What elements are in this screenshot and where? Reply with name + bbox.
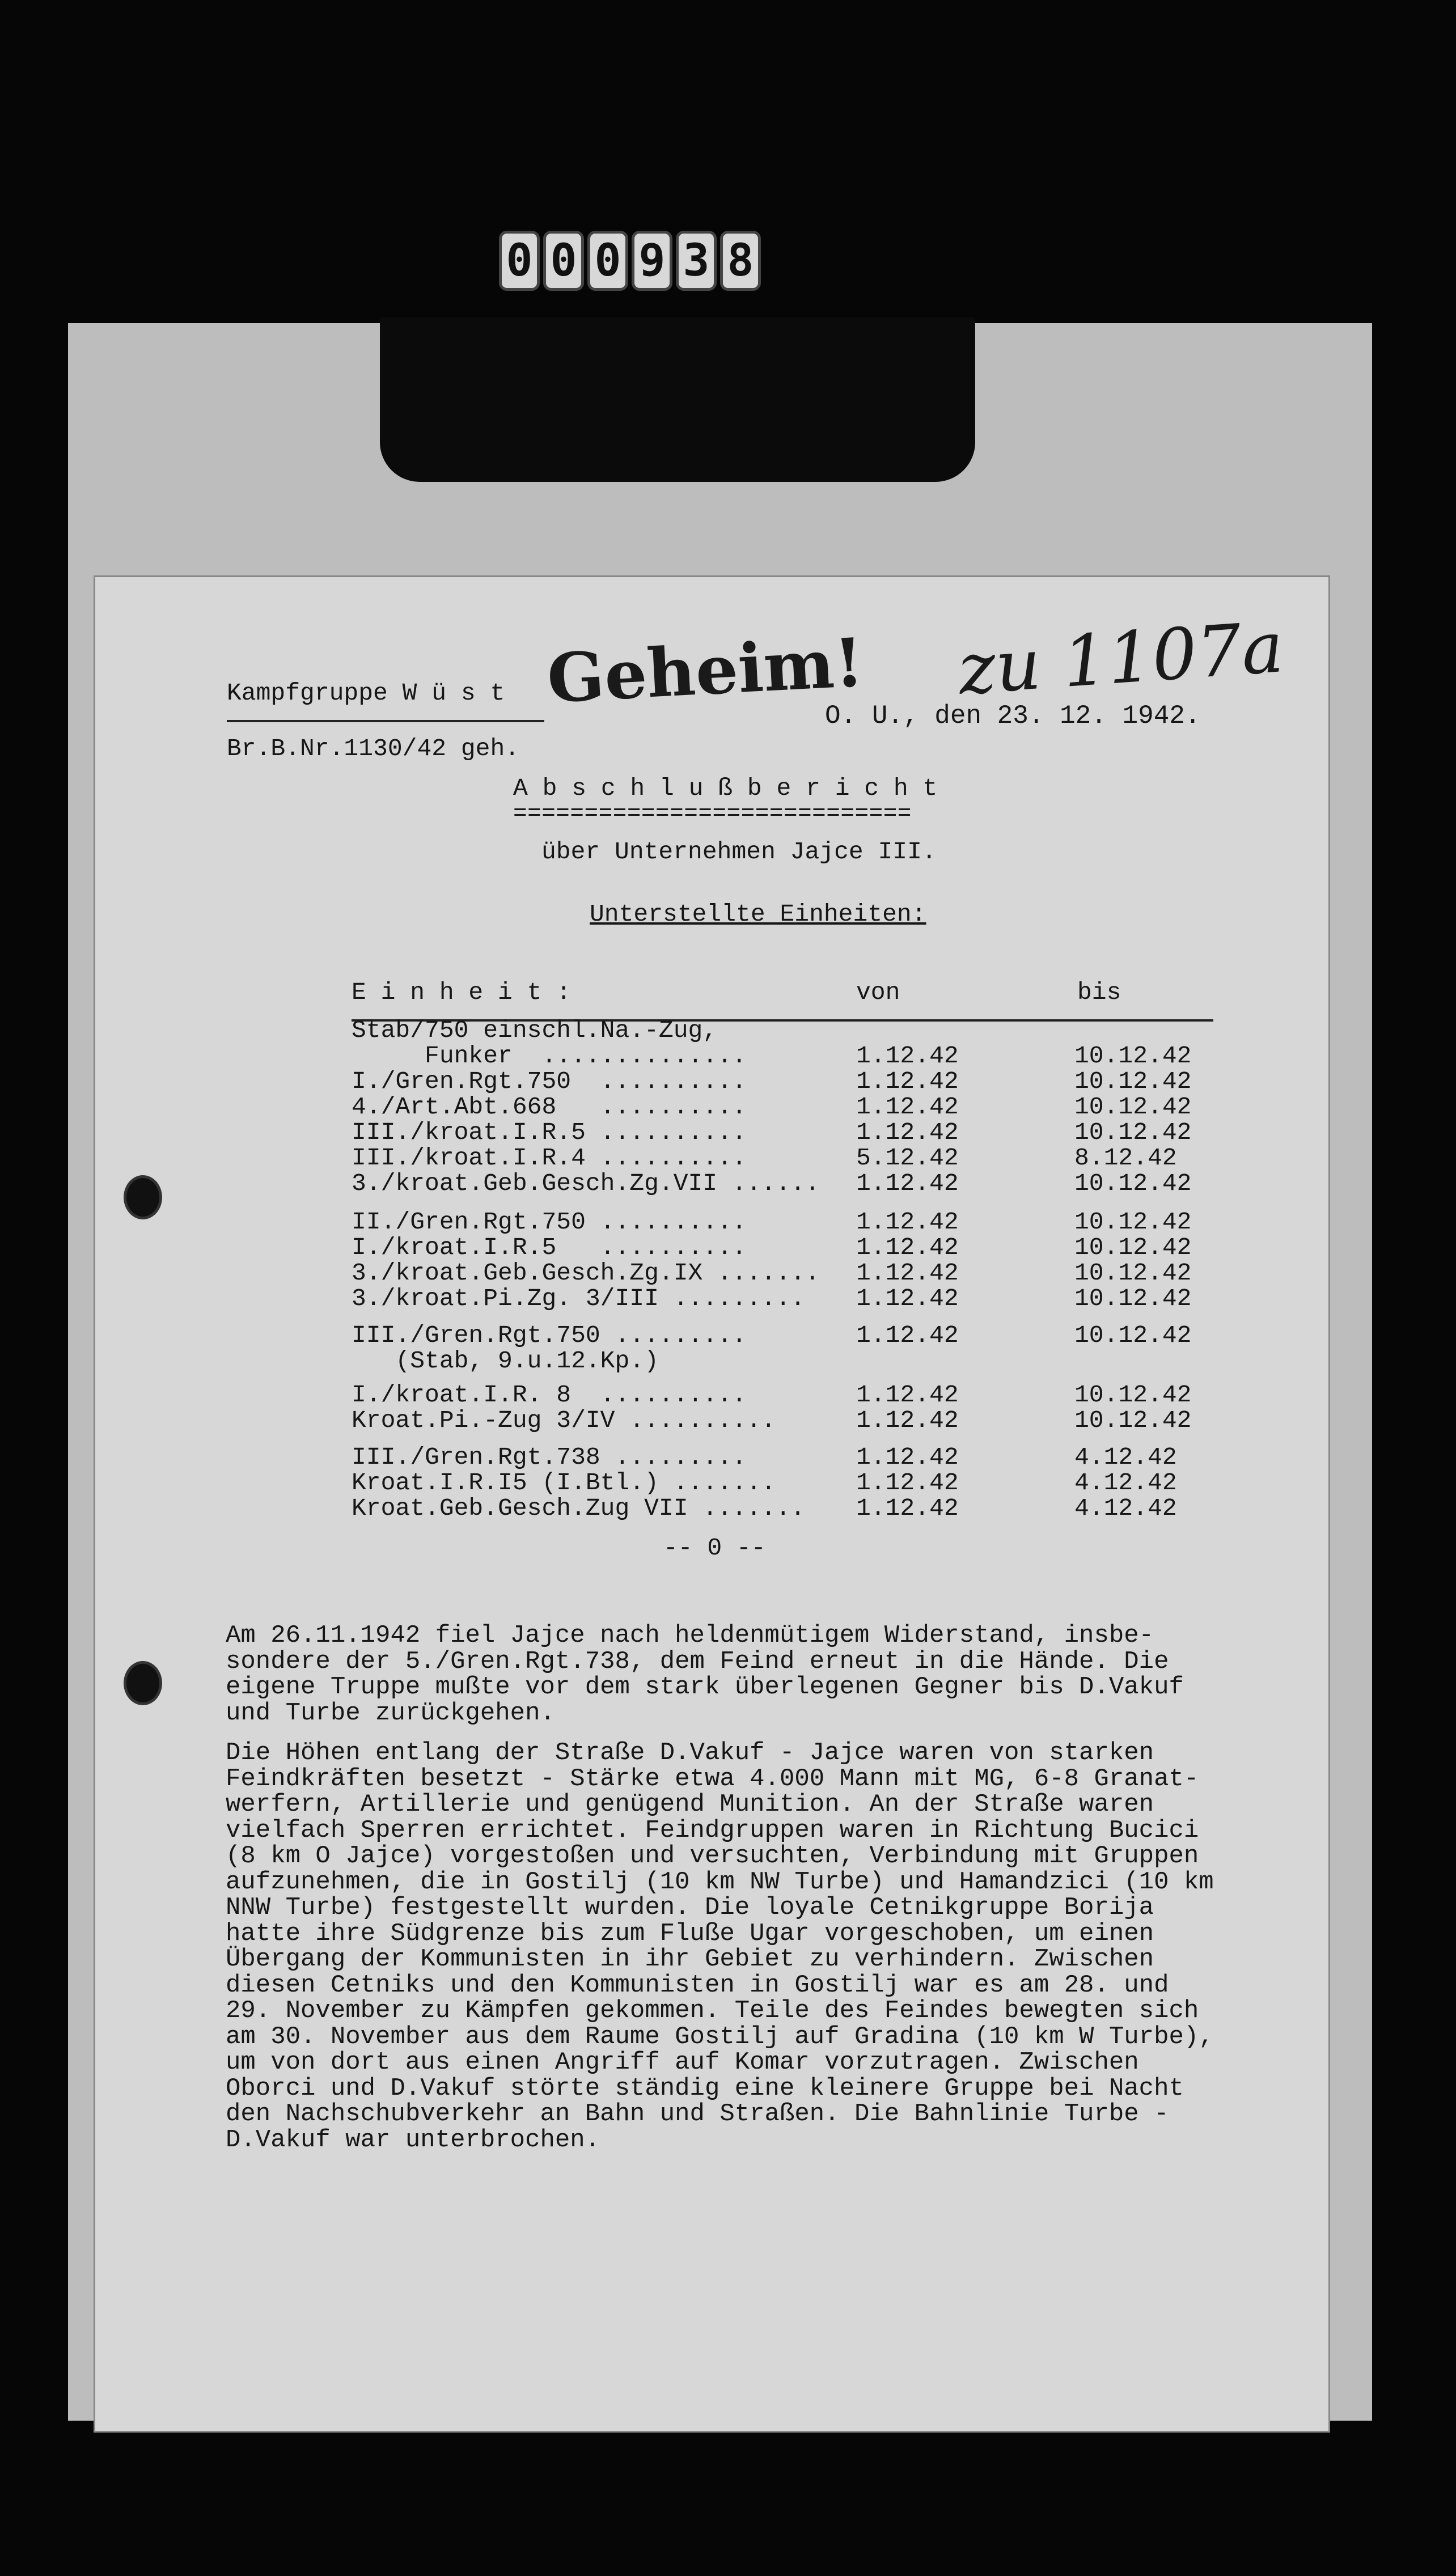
- table-cell-von: 1.12.42: [856, 1067, 959, 1095]
- table-cell-bis: 10.12.42: [1074, 1067, 1192, 1095]
- table-cell-bis: 10.12.42: [1074, 1406, 1192, 1434]
- table-cell-unit: 4./Art.Abt.668 ..........: [352, 1093, 747, 1121]
- table-cell-unit: 3./kroat.Pi.Zg. 3/III .........: [352, 1285, 805, 1312]
- counter-digit: 8: [720, 231, 761, 291]
- table-cell-bis: 4.12.42: [1074, 1494, 1177, 1522]
- table-cell-von: 1.12.42: [856, 1381, 959, 1409]
- counter-digit: 0: [543, 231, 584, 291]
- table-cell-unit: III./Gren.Rgt.738 .........: [352, 1443, 747, 1471]
- table-cell-von: 1.12.42: [856, 1494, 959, 1522]
- punch-hole: [124, 1661, 162, 1705]
- table-cell-von: 1.12.42: [856, 1118, 959, 1146]
- table-cell-unit: III./kroat.I.R.5 ..........: [352, 1118, 747, 1146]
- unit-underline: [227, 720, 544, 722]
- table-cell-bis: 10.12.42: [1074, 1381, 1192, 1409]
- title-rule: ============================: [513, 801, 912, 827]
- table-cell-von: 1.12.42: [856, 1234, 959, 1261]
- report-subtitle: über Unternehmen Jajce III.: [541, 838, 937, 866]
- table-cell-von: 1.12.42: [856, 1208, 959, 1236]
- table-cell-von: 1.12.42: [856, 1443, 959, 1471]
- counter-digit: 0: [587, 231, 628, 291]
- reference-number: Br.B.Nr.1130/42 geh.: [227, 735, 520, 762]
- table-cell-unit: III./kroat.I.R.4 ..........: [352, 1144, 747, 1172]
- place-date: O. U., den 23. 12. 1942.: [825, 701, 1201, 731]
- report-title: A b s c h l u ß b e r i c h t: [513, 774, 938, 802]
- table-cell-von: 1.12.42: [856, 1321, 959, 1349]
- table-cell-bis: 10.12.42: [1074, 1042, 1192, 1070]
- handwritten-note: zu 1107a: [955, 607, 1286, 711]
- column-header-bis: bis: [1077, 978, 1121, 1006]
- table-cell-bis: 10.12.42: [1074, 1208, 1192, 1236]
- table-cell-unit: Kroat.Pi.-Zug 3/IV ..........: [352, 1406, 776, 1434]
- table-cell-unit: Funker ..............: [352, 1042, 747, 1070]
- table-cell-von: 5.12.42: [856, 1144, 959, 1172]
- table-cell-bis: 10.12.42: [1074, 1093, 1192, 1121]
- table-cell-von: 1.12.42: [856, 1259, 959, 1287]
- table-cell-von: 1.12.42: [856, 1042, 959, 1070]
- table-cell-von: 1.12.42: [856, 1093, 959, 1121]
- unit-name: Kampfgruppe W ü s t: [227, 679, 505, 707]
- paragraph-2: Die Höhen entlang der Straße D.Vakuf - Jajce waren von starken Feindkräften besetzt - Stärke etwa 4.000 Mann mit MG, 6-8 Granat- werfern, Artillerie und genügend Munition. An der Straße waren vielfach Sperren errichtet. Feindgruppen waren in Richtung Bucici (8 km O Jajce) vorgestoßen und versuchten, Verbindung mit Gruppen aufzunehmen, die in Gostilj (10 km NW Turbe) und Hamandzici (10 km NNW Turbe) festgestellt wurden. Die loyale Cetnikgruppe Borija hatte ihre Südgrenze bis zum Fluße Ugar vorgeschoben, um einen Übergang der Kommunisten in ihr Gebiet zu verhindern. Zwischen diesen Cetniks und den Kommunisten in Gostilj war es am 28. und 29. November zu Kämpfen gekommen. Teile des Feindes bewegten sich am 30. November aus dem Raume Gostilj auf Gradina (10 km W Turbe), um von dort aus einen Angriff auf Komar vorzutragen. Zwischen Oborci und D.Vakuf störte ständig eine kleinere Gruppe bei Nacht den Nachschubverkehr an Bahn und Straßen. Die Bahnlinie Turbe - D.Vakuf war unterbrochen.: [226, 1739, 1214, 2154]
- table-cell-unit: II./Gren.Rgt.750 ..........: [352, 1208, 747, 1236]
- table-cell-bis: 10.12.42: [1074, 1234, 1192, 1261]
- paragraph-1: Am 26.11.1942 fiel Jajce nach heldenmütigem Widerstand, insbe- sondere der 5./Gren.Rgt.738, dem Feind erneut in die Hände. Die eigene Truppe mußte vor dem stark überlegenen Gegner bis D.Vakuf und Turbe zurückgehen.: [226, 1621, 1184, 1727]
- counter-digit: 9: [632, 231, 672, 291]
- table-cell-von: 1.12.42: [856, 1285, 959, 1312]
- punch-hole: [124, 1175, 162, 1219]
- page-counter: [499, 230, 828, 292]
- table-cell-bis: 4.12.42: [1074, 1443, 1177, 1471]
- table-cell-unit: (Stab, 9.u.12.Kp.): [352, 1347, 659, 1375]
- table-cell-unit: 3./kroat.Geb.Gesch.Zg.VII ......: [352, 1170, 820, 1197]
- table-cell-unit: Stab/750 einschl.Na.-Zug,: [352, 1016, 718, 1044]
- table-cell-unit: I./Gren.Rgt.750 ..........: [352, 1067, 747, 1095]
- table-cell-bis: 10.12.42: [1074, 1321, 1192, 1349]
- table-cell-unit: Kroat.I.R.I5 (I.Btl.) .......: [352, 1469, 776, 1497]
- table-cell-bis: 10.12.42: [1074, 1118, 1192, 1146]
- counter-digit: 0: [499, 231, 540, 291]
- table-cell-bis: 10.12.42: [1074, 1170, 1192, 1197]
- table-cell-von: 1.12.42: [856, 1406, 959, 1434]
- table-cell-unit: I./kroat.I.R. 8 ..........: [352, 1381, 747, 1409]
- table-cell-unit: I./kroat.I.R.5 ..........: [352, 1234, 747, 1261]
- table-cell-unit: Kroat.Geb.Gesch.Zug VII .......: [352, 1494, 805, 1522]
- counter-digit: 3: [676, 231, 717, 291]
- column-header-von: von: [856, 978, 900, 1006]
- table-cell-bis: 10.12.42: [1074, 1285, 1192, 1312]
- secret-stamp: Geheim!: [545, 622, 866, 718]
- table-cell-von: 1.12.42: [856, 1170, 959, 1197]
- table-cell-bis: 4.12.42: [1074, 1469, 1177, 1497]
- binder-clip: [380, 317, 975, 482]
- section-title: Unterstellte Einheiten:: [590, 900, 926, 928]
- table-cell-unit: III./Gren.Rgt.750 .........: [352, 1321, 747, 1349]
- separator: -- 0 --: [663, 1534, 766, 1562]
- column-header-unit: E i n h e i t :: [352, 978, 572, 1006]
- table-cell-bis: 10.12.42: [1074, 1259, 1192, 1287]
- table-cell-bis: 8.12.42: [1074, 1144, 1177, 1172]
- table-cell-unit: 3./kroat.Geb.Gesch.Zg.IX .......: [352, 1259, 820, 1287]
- table-cell-von: 1.12.42: [856, 1469, 959, 1497]
